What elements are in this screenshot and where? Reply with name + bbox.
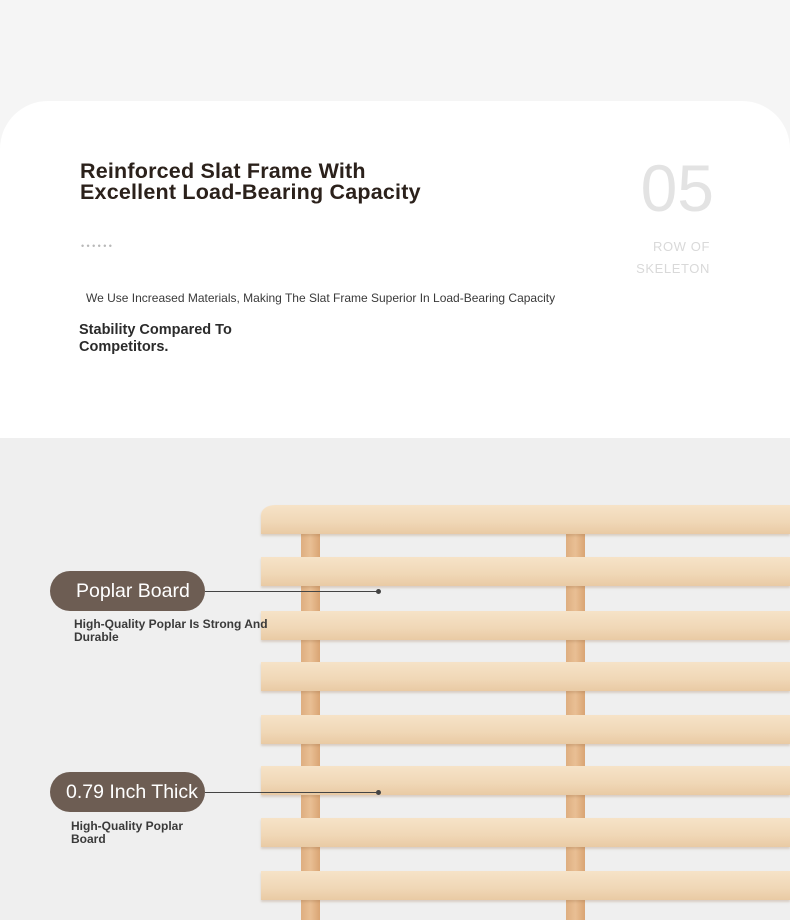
frame-slat: [261, 766, 790, 795]
frame-slat: [261, 871, 790, 900]
title-line-1: Reinforced Slat Frame With: [80, 159, 366, 183]
leader-line: [205, 591, 378, 592]
feature-label: 0.79 Inch Thick: [66, 781, 198, 803]
description-line-1: We Use Increased Materials, Making The Slat Frame Superior In Load-Bearing Capacity: [86, 291, 556, 305]
section-number-caption: [610, 236, 710, 280]
frame-slat: [261, 818, 790, 847]
leader-dot: [376, 589, 381, 594]
decorative-dots: ••••••: [81, 241, 115, 251]
feature-pill-poplar-board: [50, 571, 205, 611]
frame-slat: [261, 611, 790, 640]
feature-pill-thickness: [50, 772, 205, 812]
leader-dot: [376, 790, 381, 795]
frame-slat: [261, 505, 790, 534]
frame-slat: [261, 557, 790, 586]
feature-description: [74, 618, 268, 644]
feature-description-line-1: High-Quality Poplar: [71, 819, 184, 833]
frame-slat: [261, 715, 790, 744]
title-line-2: Excellent Load-Bearing Capacity: [80, 180, 421, 204]
description-line-2b: Competitors.: [79, 339, 169, 355]
number-caption-line-2: SKELETON: [636, 261, 710, 276]
description-line-2: [79, 322, 232, 356]
section-number: 05: [640, 151, 714, 225]
section-title: [80, 161, 520, 203]
feature-description-line-2: Durable: [74, 630, 119, 644]
leader-line: [205, 792, 378, 793]
feature-label: Poplar Board: [76, 580, 190, 602]
feature-description: [71, 820, 183, 846]
frame-slat: [261, 662, 790, 691]
feature-description-line-1: High-Quality Poplar Is Strong And: [74, 617, 268, 631]
feature-description-line-2: Board: [71, 832, 106, 846]
description-line-2a: Stability Compared To: [79, 322, 232, 338]
number-caption-line-1: ROW OF: [652, 239, 710, 254]
